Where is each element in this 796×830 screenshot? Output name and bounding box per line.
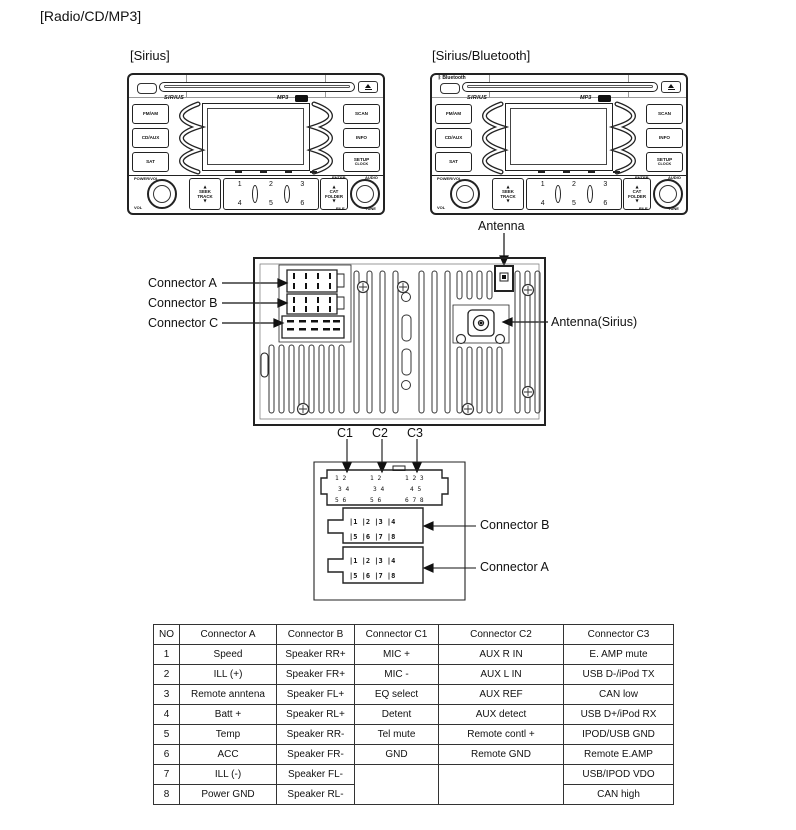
sirius-bluetooth-variant-label: [Sirius/Bluetooth] <box>432 48 531 63</box>
lcd-display <box>202 103 310 171</box>
c1-label: C1 <box>337 426 353 440</box>
up-arrow-icon: ▲ <box>506 183 510 189</box>
media-badge-icon <box>295 95 308 102</box>
pin-number-cell: 1 <box>154 645 180 665</box>
cd-slot-opening <box>467 85 653 88</box>
table-row <box>154 665 674 685</box>
pin-number-cell: 3 <box>154 685 180 705</box>
pin-cell: Speaker RL- <box>277 785 355 805</box>
file-label: FILE <box>336 206 345 211</box>
table-row <box>154 685 674 705</box>
softkey-indicator <box>613 171 620 173</box>
pin-number-cell: 4 <box>154 705 180 725</box>
lcd-screen <box>207 108 304 165</box>
svg-text:|1 |2 |3 |4: |1 |2 |3 |4 <box>349 518 396 526</box>
pin-cell: Remote anntena <box>180 685 277 705</box>
eject-button <box>358 81 378 93</box>
cd-slot <box>159 82 355 92</box>
pin-cell: Speaker RL+ <box>277 705 355 725</box>
eject-icon <box>668 84 674 88</box>
pin-number-cell: 6 <box>154 745 180 765</box>
pin-cell: Speaker FR+ <box>277 665 355 685</box>
lcd-screen <box>510 108 607 165</box>
eject-icon <box>365 84 371 88</box>
lcd-display <box>505 103 613 171</box>
sirius-logo: SIRIUS <box>467 95 488 101</box>
svg-text:1 2 3: 1 2 3 <box>405 475 424 482</box>
svg-text:1 2: 1 2 <box>370 475 382 482</box>
left-squiggle-trim <box>473 102 504 174</box>
setup-clock-button: SETUP CLOCK <box>343 152 380 172</box>
table-header-cell: Connector B <box>277 625 355 645</box>
pinout-diagram <box>313 425 503 605</box>
svg-text:|1 |2 |3 |4: |1 |2 |3 |4 <box>349 557 396 565</box>
pin-cell: Remote contl + <box>439 725 564 745</box>
sat-button: SAT <box>435 152 472 172</box>
preset-button-3-6: 3 6 <box>300 181 305 207</box>
pin-cell: Speaker FL+ <box>277 685 355 705</box>
pinout-connector-a-label: Connector A <box>480 560 549 574</box>
svg-text:1 2: 1 2 <box>335 475 347 482</box>
softkey-indicator <box>563 171 570 173</box>
mp3-badge: MP3 <box>277 95 289 101</box>
svg-text:5 6: 5 6 <box>370 497 382 504</box>
pin-cell: Remote E.AMP <box>564 745 674 765</box>
softkey-indicator <box>235 171 242 173</box>
info-button: INFO <box>343 128 380 148</box>
info-button: INFO <box>646 128 683 148</box>
seek-track-button: ▲ SEEK TRACK ▼ <box>492 178 524 210</box>
table-header-cell: Connector C1 <box>355 625 439 645</box>
disc-load-button <box>137 83 157 94</box>
softkey-indicator <box>285 171 292 173</box>
c2-label: C2 <box>372 426 388 440</box>
pin-cell: Power GND <box>180 785 277 805</box>
pin-cell: ACC <box>180 745 277 765</box>
sat-button: SAT <box>132 152 169 172</box>
cat-folder-button: ▲ CAT FOLDER ▼ <box>320 178 348 210</box>
cat-folder-button: ▲ CAT FOLDER ▼ <box>623 178 651 210</box>
enter-label: ENTER <box>635 175 649 180</box>
right-squiggle-trim <box>614 102 645 174</box>
rear-view-diagram <box>253 257 546 427</box>
eject-button <box>661 81 681 93</box>
pin-cell: USB D+/iPod RX <box>564 705 674 725</box>
pin-cell: Speaker RR- <box>277 725 355 745</box>
table-header-cell: NO <box>154 625 180 645</box>
down-arrow-icon: ▼ <box>332 198 336 204</box>
table-row <box>154 765 674 785</box>
seek-track-button: ▲ SEEK TRACK ▼ <box>189 178 221 210</box>
volume-knob <box>147 179 177 209</box>
c3-label: C3 <box>407 426 423 440</box>
vol-label: VOL <box>437 205 446 210</box>
pin-number-cell: 8 <box>154 785 180 805</box>
svg-text:5 6: 5 6 <box>335 497 347 504</box>
table-row <box>154 725 674 745</box>
tune-knob <box>350 179 380 209</box>
softkey-indicator <box>588 171 595 173</box>
left-squiggle-trim <box>170 102 201 174</box>
media-badge-icon <box>598 95 611 102</box>
pin-cell: CAN low <box>564 685 674 705</box>
softkey-indicator <box>260 171 267 173</box>
pin-cell: MIC - <box>355 665 439 685</box>
cd-slot-opening <box>164 85 350 88</box>
pin-cell: MIC + <box>355 645 439 665</box>
softkey-indicator <box>538 171 545 173</box>
pin-cell: Speaker FL- <box>277 765 355 785</box>
preset-button-1-4: 1 4 <box>540 181 545 207</box>
preset-buttons <box>526 178 622 210</box>
pin-number-cell: 2 <box>154 665 180 685</box>
table-row <box>154 705 674 725</box>
pin-cell <box>439 765 564 805</box>
down-arrow-icon: ▼ <box>635 198 639 204</box>
preset-buttons <box>223 178 319 210</box>
pin-cell: CAN high <box>564 785 674 805</box>
vol-label: VOL <box>134 205 143 210</box>
pinout-connector-b-label: Connector B <box>480 518 550 532</box>
pin-cell: Remote GND <box>439 745 564 765</box>
preset-button-2-5: 2 5 <box>572 181 576 207</box>
pin-number-cell: 7 <box>154 765 180 785</box>
pin-cell: AUX REF <box>439 685 564 705</box>
antenna-label: Antenna <box>478 219 525 233</box>
table-header-cell: Connector C3 <box>564 625 674 645</box>
pin-cell: E. AMP mute <box>564 645 674 665</box>
enter-label: ENTER <box>332 175 346 180</box>
pin-number-cell: 5 <box>154 725 180 745</box>
svg-text:|5 |6 |7 |8: |5 |6 |7 |8 <box>349 533 396 541</box>
fm-am-button: FM/AM <box>132 104 169 124</box>
table-header-cell: Connector C2 <box>439 625 564 645</box>
pin-cell: Speed <box>180 645 277 665</box>
preset-button-3-6: 3 6 <box>603 181 608 207</box>
pin-cell: ILL (+) <box>180 665 277 685</box>
sirius-variant-label: [Sirius] <box>130 48 170 63</box>
pin-cell: Batt + <box>180 705 277 725</box>
up-arrow-icon: ▲ <box>203 183 207 189</box>
file-label: FILE <box>639 206 648 211</box>
sirius-logo: SIRIUS <box>164 95 185 101</box>
connector-b-label: Connector B <box>148 296 218 310</box>
bluetooth-badge: ᛒ Bluetooth <box>438 75 466 81</box>
table-header-cell: Connector A <box>180 625 277 645</box>
preset-button-2-5: 2 5 <box>269 181 273 207</box>
pin-cell: GND <box>355 745 439 765</box>
softkey-indicator <box>310 171 317 173</box>
cd-slot <box>462 82 658 92</box>
ba-connector-pin-numbers <box>349 518 395 581</box>
scan-button: SCAN <box>646 104 683 124</box>
svg-text:4 5: 4 5 <box>410 486 422 493</box>
head-unit-sirius-bluetooth <box>430 73 688 215</box>
pin-cell: ILL (-) <box>180 765 277 785</box>
table-row <box>154 745 674 765</box>
pin-cell: USB D-/iPod TX <box>564 665 674 685</box>
screws <box>298 282 534 415</box>
tune-knob <box>653 179 683 209</box>
volume-knob <box>450 179 480 209</box>
pin-cell: Speaker FR- <box>277 745 355 765</box>
scan-button: SCAN <box>343 104 380 124</box>
setup-clock-button: SETUP CLOCK <box>646 152 683 172</box>
preset-button-1-4: 1 4 <box>237 181 242 207</box>
up-arrow-icon: ▲ <box>635 183 639 189</box>
pin-cell <box>355 765 439 805</box>
svg-text:|5 |6 |7 |8: |5 |6 |7 |8 <box>349 572 396 580</box>
pin-assignment-table <box>153 624 674 805</box>
table-row <box>154 645 674 665</box>
svg-text:3 4: 3 4 <box>338 486 350 493</box>
power-vol-label: POWER/VOL <box>134 176 159 181</box>
antenna-sirius-label: Antenna(Sirius) <box>551 315 638 329</box>
pin-cell: IPOD/USB GND <box>564 725 674 745</box>
tune-label: TUNE <box>668 206 679 211</box>
head-unit-sirius <box>127 73 385 215</box>
tune-label: TUNE <box>365 206 376 211</box>
up-arrow-icon: ▲ <box>332 183 336 189</box>
disc-load-button <box>440 83 460 94</box>
fm-am-button: FM/AM <box>435 104 472 124</box>
pin-cell: AUX R IN <box>439 645 564 665</box>
pin-cell: Tel mute <box>355 725 439 745</box>
down-arrow-icon: ▼ <box>506 198 510 204</box>
audio-label: AUDIO <box>365 175 378 180</box>
power-vol-label: POWER/VOL <box>437 176 462 181</box>
pin-cell: Speaker RR+ <box>277 645 355 665</box>
svg-text:6 7 8: 6 7 8 <box>405 497 424 504</box>
pin-cell: Detent <box>355 705 439 725</box>
pin-cell: Temp <box>180 725 277 745</box>
pin-cell: USB/IPOD VDO <box>564 765 674 785</box>
pin-cell: AUX detect <box>439 705 564 725</box>
down-arrow-icon: ▼ <box>203 198 207 204</box>
svg-text:3 4: 3 4 <box>373 486 385 493</box>
pin-cell: AUX L IN <box>439 665 564 685</box>
pin-cell: EQ select <box>355 685 439 705</box>
page-title: [Radio/CD/MP3] <box>40 8 142 24</box>
connector-a-label: Connector A <box>148 276 217 290</box>
c-connector-pin-numbers <box>335 475 424 504</box>
mp3-badge: MP3 <box>580 95 592 101</box>
rear-connector-c <box>282 316 344 338</box>
cd-aux-button: CD/AUX <box>435 128 472 148</box>
audio-label: AUDIO <box>668 175 681 180</box>
cd-aux-button: CD/AUX <box>132 128 169 148</box>
connector-c-label: Connector C <box>148 316 219 330</box>
right-squiggle-trim <box>311 102 342 174</box>
